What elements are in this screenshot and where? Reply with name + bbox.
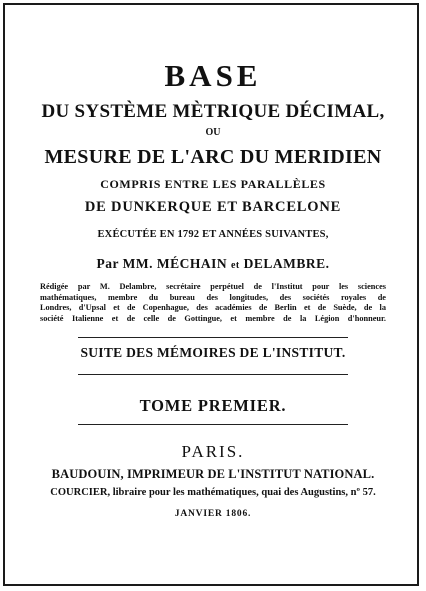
- authors-mm: MM. MÉCHAIN: [122, 256, 228, 271]
- authors-et: et: [230, 260, 240, 271]
- note-line: mathématiques, membre du bureau des longitudes, des sociétés royales de: [40, 292, 386, 302]
- volume-line: TOME PREMIER.: [139, 396, 287, 415]
- authors-par: Par: [96, 256, 119, 271]
- imprint-city: PARIS.: [181, 442, 245, 461]
- subtitle-system: DU SYSTÈME MÈTRIQUE DÉCIMAL,: [41, 101, 385, 122]
- imprint-bookseller: COURCIER, libraire pour les mathématiques, quai des Augustins, nº 57.: [50, 487, 376, 498]
- divider-rule: [78, 374, 348, 375]
- imprint-date: JANVIER 1806.: [174, 509, 252, 519]
- authors-line: [0, 256, 426, 272]
- authors-delambre: DELAMBRE.: [243, 256, 330, 271]
- imprint-printer: BAUDOUIN, IMPRIMEUR DE L'INSTITUT NATIONAL.: [51, 467, 375, 481]
- divider-rule: [78, 424, 348, 425]
- compris-line: COMPRIS ENTRE LES PARALLÈLES: [100, 177, 326, 191]
- subtitle-meridian: MESURE DE L'ARC DU MERIDIEN: [44, 146, 382, 168]
- conjunction-ou: OU: [205, 127, 221, 138]
- note-line: société Italienne et de celle de Gottingue, et membre de la Légion d'honneur.: [40, 313, 386, 323]
- execution-line: EXÉCUTÉE EN 1792 ET ANNÉES SUIVANTES,: [97, 229, 329, 240]
- divider-rule: [78, 337, 348, 338]
- editor-note: [40, 282, 386, 324]
- main-title: BASE: [164, 58, 262, 93]
- series-line: SUITE DES MÉMOIRES DE L'INSTITUT.: [80, 345, 346, 360]
- dunkerque-line: DE DUNKERQUE ET BARCELONE: [84, 199, 342, 215]
- note-line: Londres, d'Upsal et de Copenhague, des académies de Berlin et de Suède, de la: [40, 303, 386, 312]
- note-line: Rédigée par M. Delambre, secrétaire perpétuel de l'Institut pour les sciences: [40, 282, 386, 291]
